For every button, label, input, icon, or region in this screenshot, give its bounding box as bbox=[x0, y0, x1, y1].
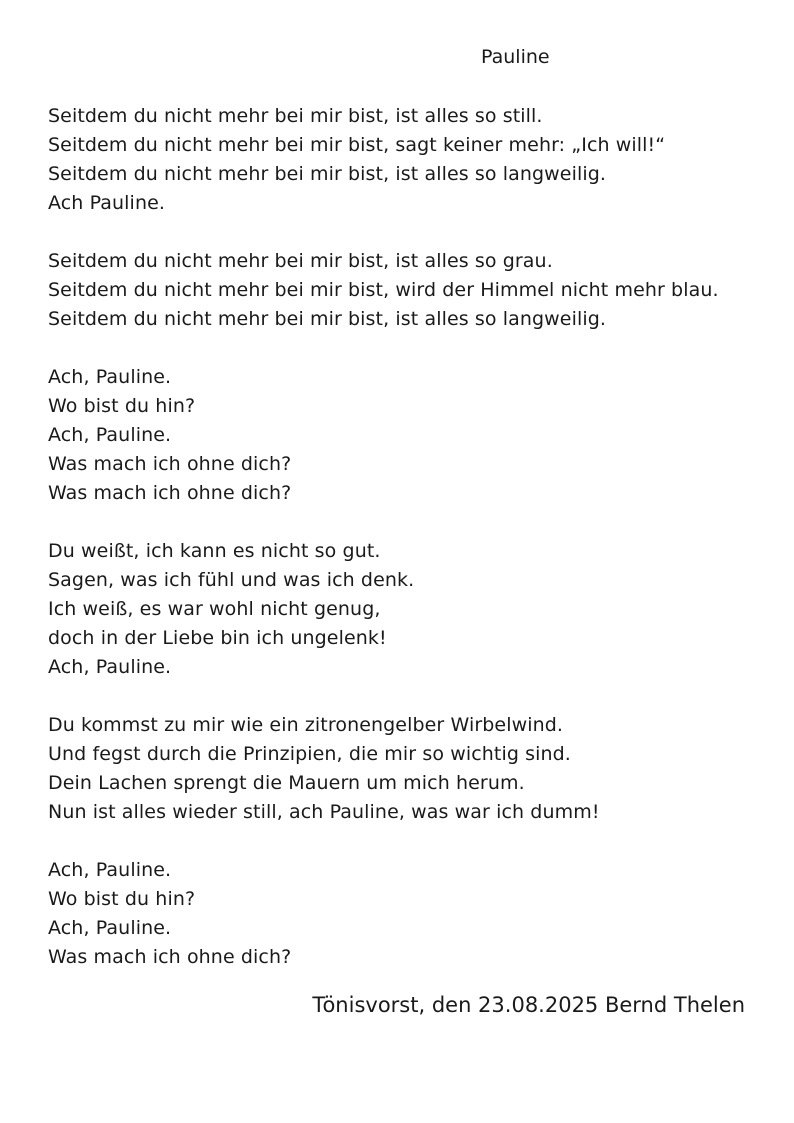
poem-title: Pauline bbox=[481, 46, 550, 68]
stanza-6 bbox=[48, 856, 768, 972]
poem-line: Und fegst durch die Prinzipien, die mir so wichtig sind. bbox=[48, 743, 571, 765]
poem-line: Nun ist alles wieder still, ach Pauline, was war ich dumm! bbox=[48, 801, 600, 823]
poem-line: Was mach ich ohne dich? bbox=[48, 453, 292, 475]
poem-line: Seitdem du nicht mehr bei mir bist, ist alles so langweilig. bbox=[48, 163, 607, 185]
poem-line: Ich weiß, es war wohl nicht genug, bbox=[48, 598, 381, 620]
poem-line: Seitdem du nicht mehr bei mir bist, ist alles so grau. bbox=[48, 250, 553, 272]
poem-line: Ach, Pauline. bbox=[48, 656, 172, 678]
signature-line: Tönisvorst, den 23.08.2025 Bernd Thelen bbox=[312, 993, 745, 1017]
poem-line: Ach, Pauline. bbox=[48, 424, 172, 446]
poem-line: Du weißt, ich kann es nicht so gut. bbox=[48, 540, 381, 562]
stanza-5 bbox=[48, 711, 768, 827]
poem-line: doch in der Liebe bin ich ungelenk! bbox=[48, 627, 387, 649]
poem-line: Seitdem du nicht mehr bei mir bist, sagt keiner mehr: „Ich will!“ bbox=[48, 134, 666, 156]
poem-line: Ach Pauline. bbox=[48, 192, 166, 214]
poem-line: Seitdem du nicht mehr bei mir bist, ist alles so still. bbox=[48, 105, 543, 127]
poem-line: Was mach ich ohne dich? bbox=[48, 482, 292, 504]
stanza-1 bbox=[48, 102, 768, 218]
poem-line: Dein Lachen sprengt die Mauern um mich herum. bbox=[48, 772, 525, 794]
poem-line: Ach, Pauline. bbox=[48, 859, 172, 881]
stanza-3 bbox=[48, 363, 768, 508]
poem-line: Sagen, was ich fühl und was ich denk. bbox=[48, 569, 415, 591]
stanza-2 bbox=[48, 247, 768, 334]
poem-line: Seitdem du nicht mehr bei mir bist, ist alles so langweilig. bbox=[48, 308, 607, 330]
poem-line: Seitdem du nicht mehr bei mir bist, wird der Himmel nicht mehr blau. bbox=[48, 279, 719, 301]
poem-line: Ach, Pauline. bbox=[48, 366, 172, 388]
stanza-4 bbox=[48, 537, 768, 682]
poem-line: Was mach ich ohne dich? bbox=[48, 946, 292, 968]
poem-line: Wo bist du hin? bbox=[48, 888, 196, 910]
poem-body bbox=[48, 102, 768, 1001]
poem-line: Ach, Pauline. bbox=[48, 917, 172, 939]
poem-line: Wo bist du hin? bbox=[48, 395, 196, 417]
poem-line: Du kommst zu mir wie ein zitronengelber Wirbelwind. bbox=[48, 714, 564, 736]
